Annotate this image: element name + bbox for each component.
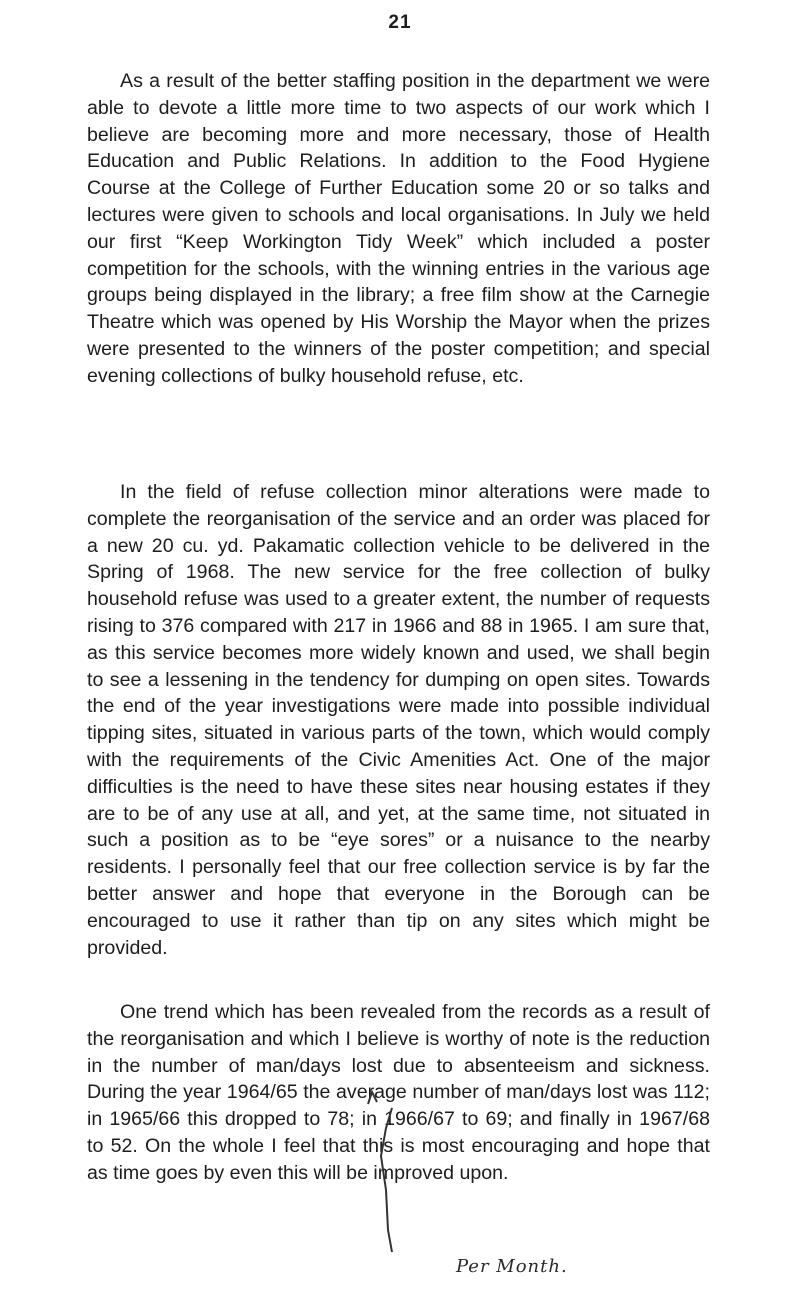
paragraph-health-education: As a result of the better staffing position in the department we were able to devote a little more time to two aspects of our work which I believe are becoming more and more necessary, those of Health Education and Public Relations. In addition to the Food Hygiene Course at the College of Further Education some 20 or so talks and lectures were given to schools and local organisations. In July we held our first “Keep Workington Tidy Week” which included a poster competition for the schools, with the winning entries in the various age groups being displayed in the library; a free film show at the Carnegie Theatre which was opened by His Worship the Mayor when the prizes were presented to the winners of the poster competition; and special evening collections of bulky household refuse, etc. (87, 70, 710, 387)
paragraph-refuse-collection: In the field of refuse collection minor alterations were made to complete the reorganisation of the service and an order was placed for a new 20 cu. yd. Pakamatic collection vehicle to be delivered in the Spring of 1968. The new service for the free collection of bulky household refuse was used to a greater extent, the number of requests rising to 376 compared with 217 in 1966 and 88 in 1965. I am sure that, as this service becomes more widely known and used, we shall begin to see a lessening in the tendency for dumping on open sites. Towards the end of the year investigations were made into possible individual tipping sites, situated in various parts of the town, which would comply with the requirements of the Civic Amenities Act. One of the major difficulties is the need to have these sites near housing estates if they are to be of any use at all, and yet, at the same time, not situated in such a position as to be “eye sores” or a nuisance to the nearby residents. I personally feel that our free collection service is by far the better answer and hope that everyone in the Borough can be encouraged to use it rather than tip on any sites which might be provided. (87, 481, 710, 959)
paragraph-absenteeism: One trend which has been revealed from the records as a result of the reorganisation and which I believe is worthy of note is the reduction in the number of man/days lost due to absenteeism and sickness. During the year 1964/65 the average number of man/days lost was 112; in 1965/66 this dropped to 78; in 1966/67 to 69; and finally in 1967/68 to 52. On the whole I feel that this is most encouraging and hope that as time goes by even this will be improved upon. (87, 1001, 710, 1184)
handwritten-note: Per Month. (456, 1256, 568, 1277)
page-number: 21 (388, 12, 412, 33)
